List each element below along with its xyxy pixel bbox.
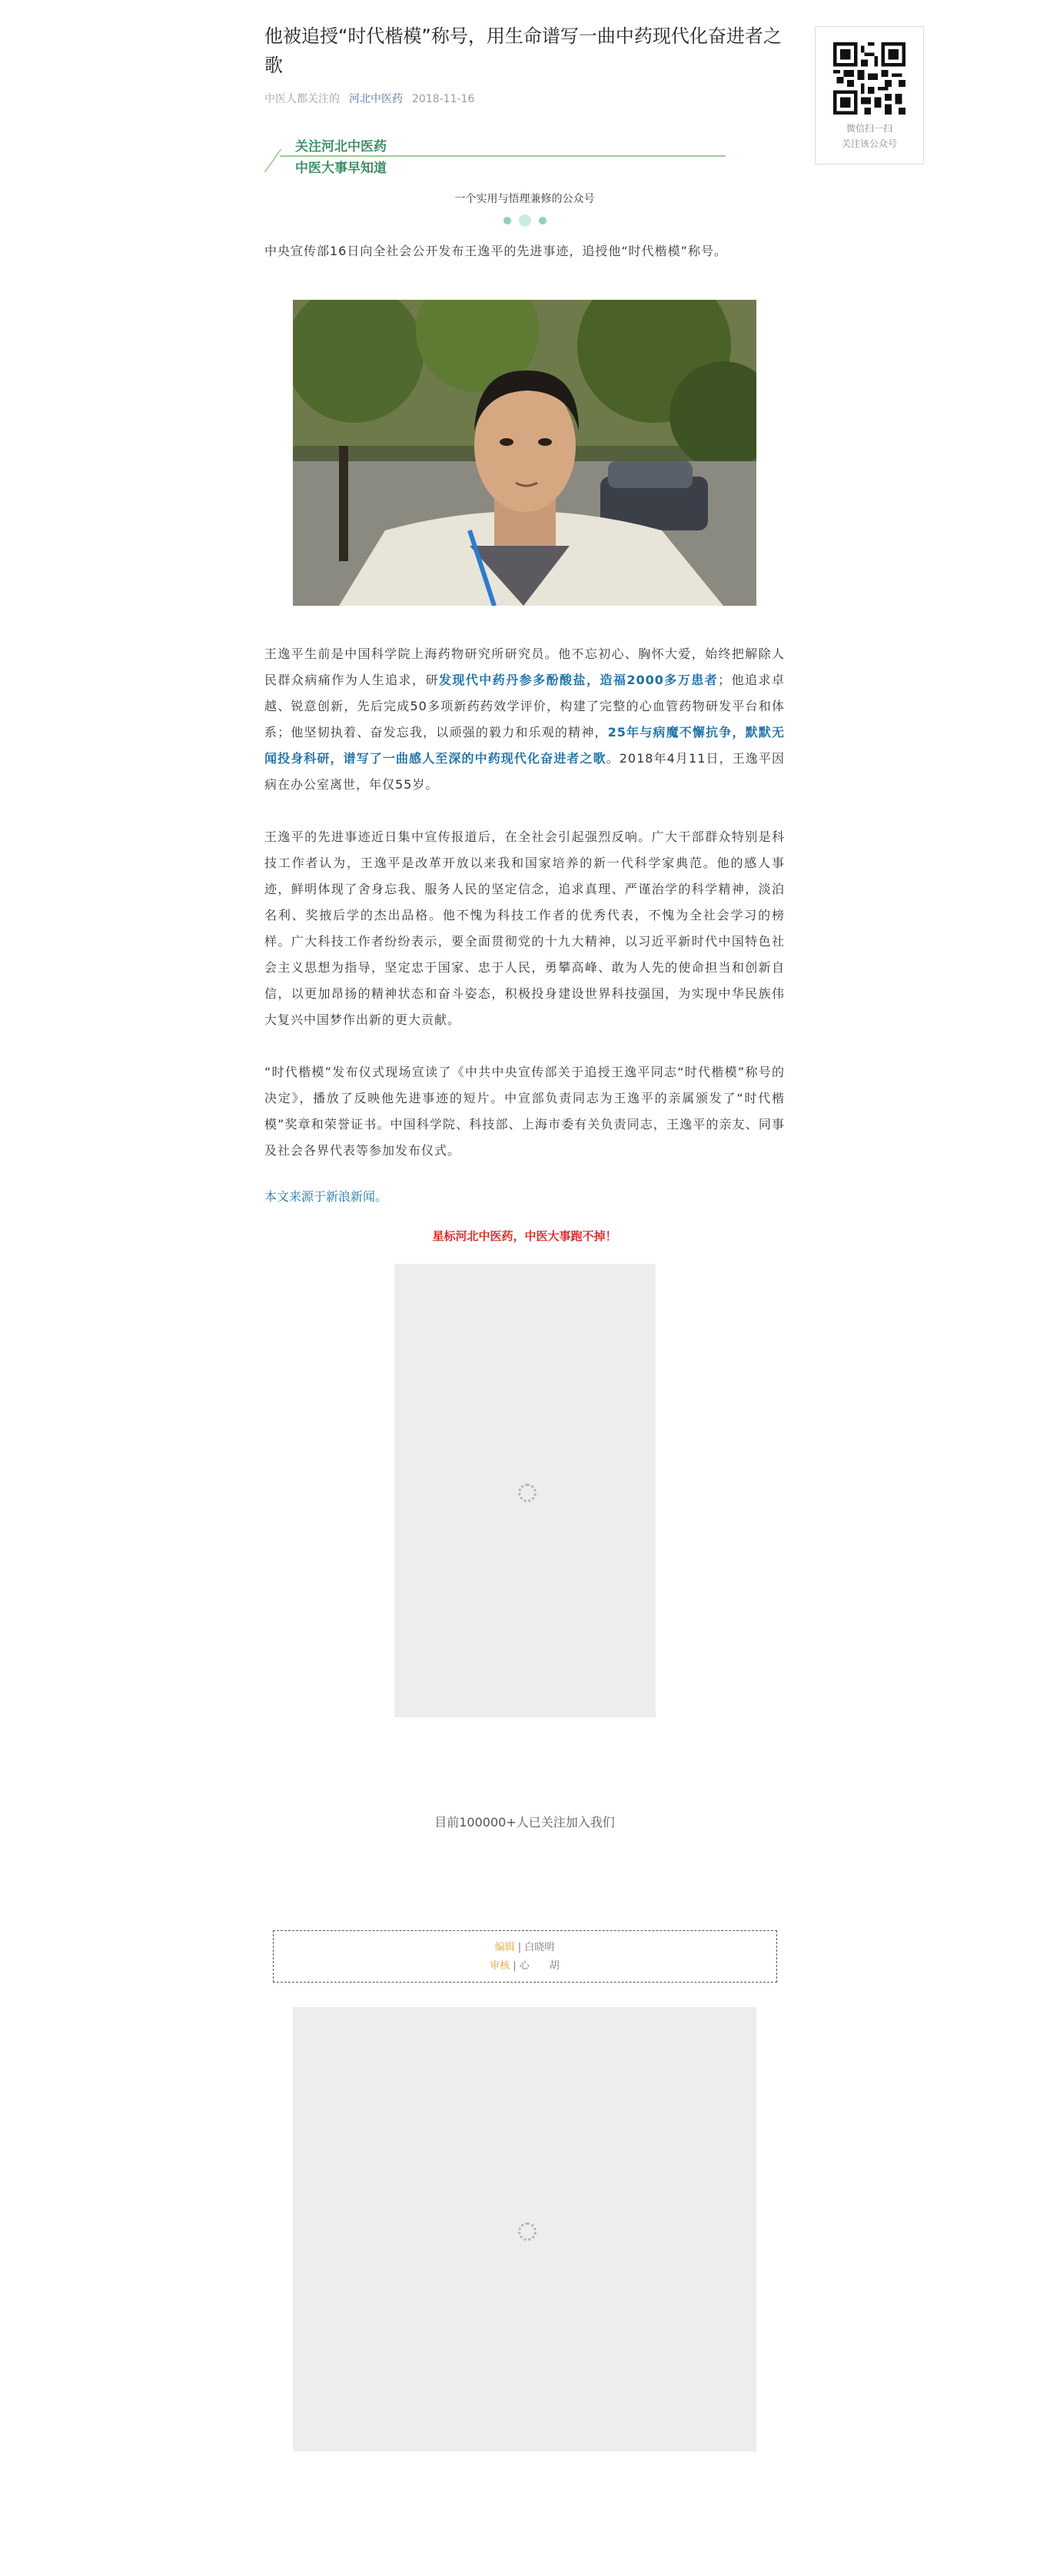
credits-box: 编辑 | 白晓明 审核 | 心 胡 — [273, 1930, 777, 1983]
qr-code-card — [815, 26, 924, 165]
article — [264, 0, 785, 2451]
paragraph-4: “时代楷模”发布仪式现场宣读了《中共中央宣传部关于追授王逸平同志“时代楷模”称号的决定》，播放了反映他先进事迹的短片。中宣部负责同志为王逸平的亲属颁发了“时代楷模”奖章和荣誉证书。中国科学院、科技部、上海市委有关负责同志，王逸平的亲友、同事及社会各界代表等参加发布仪式。 — [264, 1065, 785, 1158]
loading-icon — [518, 1484, 537, 1502]
p2-highlight-1: 发现代中药丹参多酚酸盐，造福2000多万患者 — [438, 673, 719, 687]
credit-review-value: 心 胡 — [519, 1960, 560, 1972]
paragraph-2 — [264, 641, 785, 798]
article-title: 他被追授“时代楷模”称号，用生命谱写一曲中药现代化奋进者之歌 — [264, 25, 782, 76]
p2-text-c: ；他追求卓越、锐意创新，先后完成50多项新药药效学评价，构建了完整的心血管药物研发平台和体系；他坚韧执着、奋发忘我，以顽强的毅力和乐观的精神， — [264, 673, 785, 740]
article-meta — [264, 91, 785, 106]
meta-author: 中医人都关注的 — [264, 93, 340, 105]
banner-line2: 中医大事早知道 — [295, 161, 387, 176]
paragraph-1: 中央宣传部16日向全社会公开发布王逸平的先进事迹，追授他“时代楷模”称号。 — [264, 244, 727, 258]
decorative-dots — [264, 212, 785, 228]
banner-subtitle: 一个实用与悟理兼修的公众号 — [454, 193, 595, 205]
credit-edit-value: 白晓明 — [524, 1942, 555, 1953]
meta-date: 2018-11-16 — [412, 93, 475, 105]
p2-text-a: 王逸平生前是中国科学院上海药物研究所研究员。他不忘初心、胸怀大爱，始终把解除人民群众病痛作为人生追求，研 — [264, 646, 785, 687]
follow-banner — [264, 120, 785, 204]
source-link[interactable]: 本文来源于新浪新闻。 — [264, 1189, 388, 1204]
banner-line1: 关注河北中医药 — [295, 139, 387, 155]
follower-count: 目前100000+人已关注加入我们 — [434, 1815, 615, 1830]
meta-account-link[interactable]: 河北中医药 — [349, 93, 403, 105]
loading-icon — [518, 2222, 537, 2241]
paragraph-3: 王逸平的先进事迹近日集中宣传报道后，在全社会引起强烈反响。广大干部群众特别是科技工作者认为，王逸平是改革开放以来我和国家培养的新一代科学家典范。他的感人事迹，鲜明体现了舍身忘我、服务人民的坚定信念，追求真理、严谨治学的科学精神，淡泊名利、奖掖后学的杰出品格。他不愧为科技工作者的优秀代表，不愧为全社会学习的榜样。广大科技工作者纷纷表示，要全面贯彻党的十九大精神，以习近平新时代中国特色社会主义思想为指导，坚定忠于国家、忠于人民，勇攀高峰、敢为人先的使命担当和创新自信，以更加昂扬的精神状态和奋斗姿态，积极投身建设世界科技强国，为实现中华民族伟大复兴中国梦作出新的更大贡献。 — [264, 829, 785, 1027]
star-reminder: 星标河北中医药，中医大事跑不掉！ — [432, 1229, 617, 1243]
p2-highlight-2: 25年与病魔不懈抗争，默默无闻投身科研，谱写了一曲感人至深的中药现代化奋进者之歌 — [264, 725, 785, 766]
credit-edit-key: 编辑 — [494, 1942, 515, 1953]
qr-code-icon — [833, 42, 905, 115]
credit-review-key: 审核 — [490, 1960, 510, 1972]
p2-text-e: 。2018年4月11日，王逸平因病在办公室离世，年仅55岁。 — [264, 751, 785, 792]
portrait-photo — [293, 300, 756, 606]
image-placeholder-1 — [394, 1264, 656, 1717]
image-placeholder-2 — [293, 2007, 756, 2451]
qr-caption-2: 关注该公众号 — [841, 138, 897, 149]
qr-caption-1: 微信扫一扫 — [846, 123, 892, 134]
